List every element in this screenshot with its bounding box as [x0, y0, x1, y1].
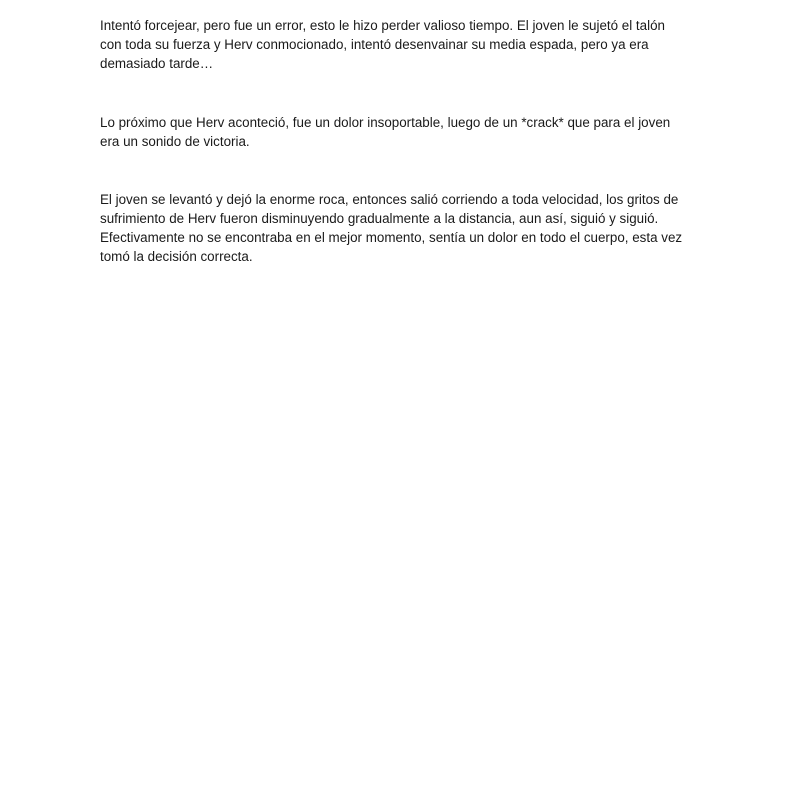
paragraph-line: sufrimiento de Herv fueron disminuyendo gradualmente a la distancia, aun así, siguió y siguió. — [100, 211, 659, 226]
paragraph-struggle — [100, 16, 700, 73]
paragraph-escape — [100, 190, 700, 266]
paragraph-crack — [100, 113, 700, 151]
paragraph-line: Lo próximo que Herv aconteció, fue un dolor insoportable, luego de un *crack* que para el joven — [100, 115, 671, 130]
paragraph-line: El joven se levantó y dejó la enorme roca, entonces salió corriendo a toda velocidad, los gritos de — [100, 192, 679, 207]
paragraph-line: con toda su fuerza y Herv conmocionado, intentó desenvainar su media espada, pero ya era — [100, 37, 649, 52]
paragraph-line: tomó la decisión correcta. — [100, 249, 253, 264]
paragraph-line: demasiado tarde… — [100, 56, 214, 71]
paragraph-line: Efectivamente no se encontraba en el mejor momento, sentía un dolor en todo el cuerpo, esta vez — [100, 230, 683, 245]
paragraph-line: era un sonido de victoria. — [100, 134, 250, 149]
paragraph-line: Intentó forcejear, pero fue un error, esto le hizo perder valioso tiempo. El joven le sujetó el talón — [100, 18, 665, 33]
